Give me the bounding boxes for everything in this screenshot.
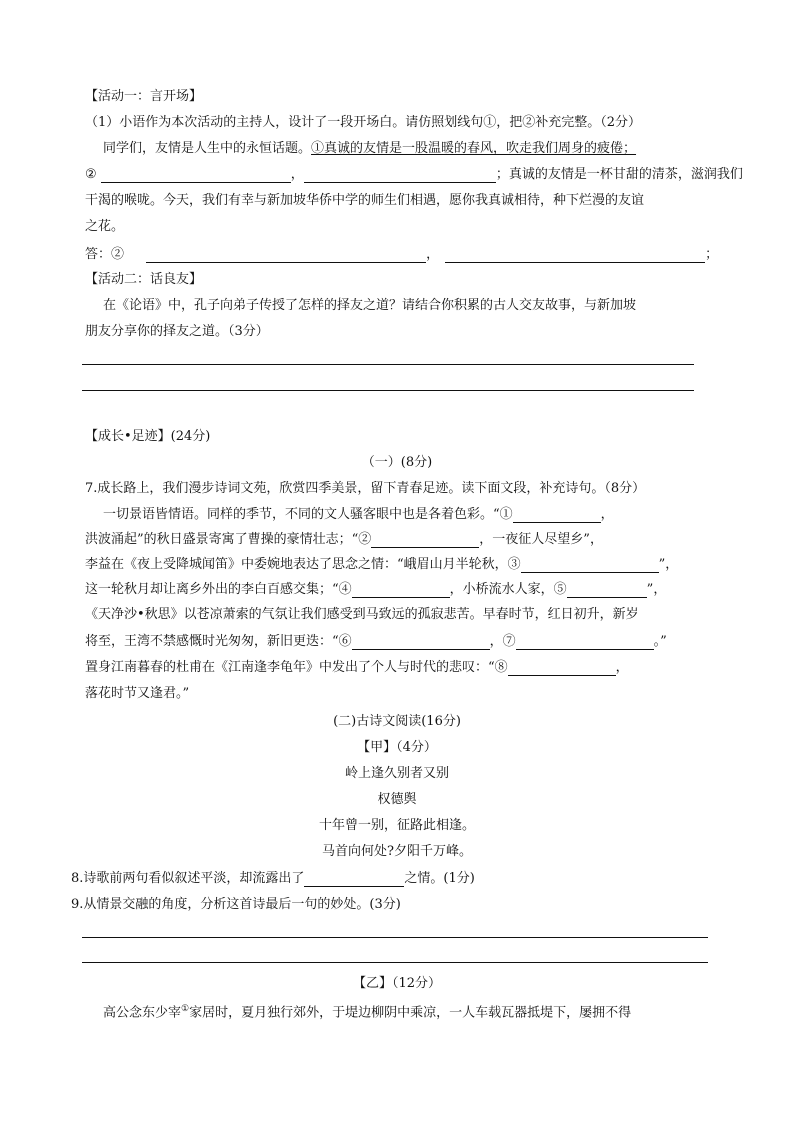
- blank-7[interactable]: [516, 635, 654, 650]
- q7-line-4: [85, 581, 666, 598]
- answer-line: 答：② ， ；: [85, 247, 719, 262]
- q7-line-4-mid: ，小桥流水人家，⑤: [449, 582, 567, 597]
- passage-line-1: [103, 140, 636, 157]
- q7-line-7: 置身江南暮春的杜甫在《江南逢李龟年》中发出了个人与时代的悲叹：“⑧ ，: [85, 660, 629, 675]
- blank-2b[interactable]: [304, 168, 496, 183]
- activity2-heading: 【活动二：话良友】: [85, 272, 203, 287]
- passage-line-2: ② ， ；真诚的友情是一杯甘甜的清茶，滋润我们: [85, 167, 743, 182]
- q7-line-2-text: 洪波涌起”的秋日盛景寄寓了曹操的豪情壮志；“②: [85, 532, 372, 547]
- blank-1[interactable]: [513, 508, 601, 523]
- question-1: （1）小语作为本次活动的主持人，设计了一段开场白。请仿照划线句①，把②补充完整。（2分）: [85, 115, 642, 130]
- passage-start: 同学们，友情是人生中的永恒话题。: [103, 141, 312, 156]
- q7-line-1-end: ，: [600, 507, 614, 522]
- q7-line-5: 《天净沙•秋思》以苍凉萧索的气氛让我们感受到马致远的孤寂悲苦。早春时节，红日初升，新岁: [85, 607, 639, 622]
- activity2-question-line-1: 在《论语》中，孔子向弟子传授了怎样的择友之道？请结合你积累的古人交友故事，与新加坡: [103, 298, 637, 313]
- part1-heading: （一）(8分): [361, 455, 433, 470]
- question-8-text: 8.诗歌前两句看似叙述平淡，却流露出了: [71, 871, 305, 886]
- q7-line-4-end: ”，: [646, 582, 667, 597]
- footnote-marker: ①: [181, 1004, 190, 1014]
- answer-blank-a[interactable]: [146, 248, 426, 263]
- activity1-heading: 【活动一：言开场】: [85, 89, 203, 104]
- q7-line-4-text: 这一轮秋月却让离乡外出的李白百感交集；“④: [85, 582, 352, 597]
- blank-6[interactable]: [352, 635, 490, 650]
- answer-blank-b[interactable]: [445, 248, 705, 263]
- blank-3[interactable]: [521, 558, 659, 573]
- question-9: 9.从情景交融的角度，分析这首诗最后一句的妙处。(3分): [71, 897, 401, 912]
- part2-heading: (二)古诗文阅读(16分): [333, 714, 461, 729]
- answer-rule[interactable]: [82, 390, 694, 391]
- answer-rule[interactable]: [82, 364, 694, 365]
- q7-line-6-end: 。”: [653, 634, 667, 649]
- jia-heading: 【甲】（4分）: [357, 740, 437, 755]
- passage-line-4: 之花。: [85, 219, 125, 234]
- q7-line-3-end: ”，: [658, 557, 679, 572]
- passage-line-3: 干渴的喉咙。今天，我们有幸与新加坡华侨中学的师生们相遇，愿你我真诚相待，种下烂漫的友谊: [85, 193, 645, 208]
- yi-text-line-1: [103, 1001, 631, 1021]
- question-7: 7.成长路上，我们漫步诗词文苑，欣赏四季美景，留下青春足迹。读下面文段，补充诗句。（8分）: [85, 481, 646, 496]
- passage-mid: ；真诚的友情是一杯甘甜的清茶，滋润我们: [495, 167, 743, 182]
- blank-4[interactable]: [352, 583, 450, 598]
- q7-line-1-text: 一切景语皆情语。同样的季节，不同的文人骚客眼中也是各着色彩。“①: [103, 507, 513, 522]
- mark-2: ②: [85, 167, 97, 182]
- yi-heading: 【乙】（12分）: [352, 976, 442, 991]
- q7-line-2: [85, 531, 603, 548]
- blank-5[interactable]: [567, 583, 647, 598]
- blank-8[interactable]: [508, 661, 616, 676]
- yi-text-rest: 家居时，夏月独行郊外，于堤边柳阴中乘凉，一人车载瓦器抵堤下，屡拥不得: [189, 1005, 632, 1021]
- q7-line-3-text: 李益在《夜上受降城闻笛》中委婉地表达了思念之情：“峨眉山月半轮秋，③: [85, 557, 521, 572]
- q7-line-1: [103, 506, 614, 523]
- answer-label: 答：②: [85, 247, 125, 262]
- activity2-question-line-2: 朋友分享你的择友之道。（3分）: [85, 324, 269, 339]
- blank-q8[interactable]: [304, 872, 404, 887]
- yi-text-start: 高公念东少宰: [103, 1005, 182, 1021]
- blank-2a[interactable]: [101, 168, 291, 183]
- q7-line-2-end: ，一夜征人尽望乡”，: [479, 532, 603, 547]
- poem-line-1: 十年曾一别，征路此相逢。: [318, 818, 475, 833]
- blank-2[interactable]: [371, 533, 479, 548]
- underlined-sentence: ①真诚的友情是一股温暖的春风，吹走我们周身的疲倦；: [311, 141, 637, 156]
- answer-rule[interactable]: [82, 937, 708, 938]
- poem-author: 权德舆: [377, 792, 417, 807]
- q7-line-7-text: 置身江南暮春的杜甫在《江南逢李龟年》中发出了个人与时代的悲叹：“⑧: [85, 660, 508, 675]
- q7-line-8: 落花时节又逢君。”: [85, 686, 190, 701]
- growth-heading: 【成长•足迹】(24分): [85, 429, 211, 444]
- q7-line-6-mid: ，⑦: [489, 634, 516, 649]
- poem-title: 岭上逢久别者又别: [344, 766, 449, 781]
- answer-rule[interactable]: [82, 962, 708, 963]
- q7-line-6: [85, 633, 667, 650]
- question-8-end: 之情。(1分): [404, 871, 475, 886]
- q7-line-6-text: 将至，王湾不禁感慨时光匆匆，新旧更迭：“⑥: [85, 634, 352, 649]
- q7-line-3: [85, 556, 678, 573]
- question-8: [71, 870, 475, 887]
- poem-line-2: 马首向何处?夕阳千万峰。: [322, 844, 472, 859]
